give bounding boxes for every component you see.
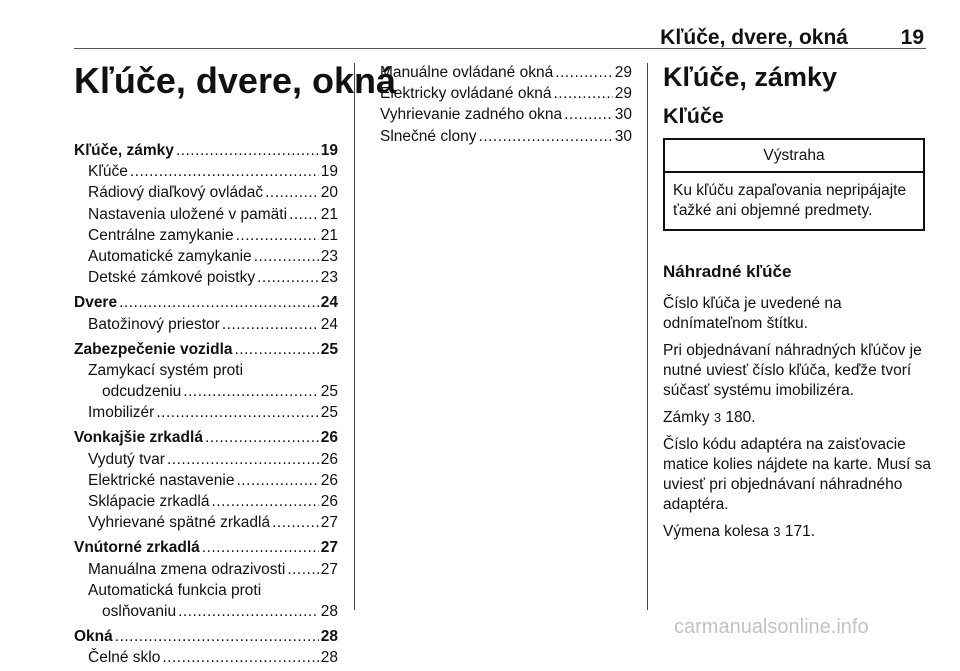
toc-entry-label: Zamykací systém proti bbox=[88, 361, 244, 379]
spare-keys-heading: Náhradné kľúče bbox=[663, 262, 792, 281]
toc-entry[interactable] bbox=[74, 514, 338, 535]
toc-entry-page: 29 bbox=[614, 85, 632, 103]
toc-leader-dots bbox=[236, 227, 319, 245]
section-body bbox=[663, 294, 933, 549]
toc-entry[interactable] bbox=[74, 341, 338, 362]
toc-entry-page: 30 bbox=[614, 127, 632, 145]
table-of-contents bbox=[74, 142, 338, 671]
toc-entry-label: oslňovaniu bbox=[102, 602, 177, 620]
toc-entry[interactable] bbox=[380, 128, 632, 149]
toc-entry[interactable] bbox=[380, 106, 632, 127]
toc-entry-label: Automatické zamykanie bbox=[88, 247, 252, 265]
toc-entry-label: Vyhrievané spätné zrkadlá bbox=[88, 514, 271, 532]
toc-entry-page: 24 bbox=[320, 315, 338, 333]
paragraph-wheel-ref bbox=[663, 522, 933, 542]
toc-entry-page: 25 bbox=[320, 383, 338, 401]
toc-entry[interactable] bbox=[74, 206, 338, 227]
toc-entry-page: 19 bbox=[320, 163, 338, 181]
toc-entry-label: Elektrické nastavenie bbox=[88, 471, 235, 489]
locks-page-ref[interactable]: 180. bbox=[725, 409, 756, 426]
toc-entry-page: 21 bbox=[320, 226, 338, 244]
column-divider-1 bbox=[354, 63, 355, 610]
toc-entry[interactable] bbox=[74, 227, 338, 248]
toc-entry[interactable] bbox=[380, 64, 632, 85]
paragraph-key-number: Číslo kľúča je uvedené na odnímateľnom štítku. bbox=[663, 295, 842, 332]
toc-entry-label: Vnútorné zrkadlá bbox=[74, 539, 200, 557]
toc-leader-dots bbox=[202, 539, 319, 557]
toc-entry-page: 26 bbox=[320, 493, 338, 510]
paragraph-ordering: Pri objednávaní náhradných kľúčov je nutné uviesť číslo kľúča, keďže tvorí súčasť systému imobilizéra. bbox=[663, 342, 922, 399]
toc-entry-page: 19 bbox=[320, 142, 338, 159]
toc-entry-page: 23 bbox=[320, 247, 338, 265]
toc-leader-dots bbox=[178, 603, 319, 621]
toc-leader-dots bbox=[183, 383, 318, 401]
toc-leader-dots bbox=[167, 451, 319, 469]
toc-entry[interactable] bbox=[380, 85, 632, 106]
wheel-change-label: Výmena kolesa bbox=[663, 523, 769, 540]
toc-entry[interactable] bbox=[74, 539, 338, 560]
section-title: Kľúče, zámky bbox=[663, 62, 837, 92]
toc-leader-dots bbox=[564, 106, 613, 124]
toc-entry-page: 26 bbox=[320, 429, 338, 447]
toc-entry-label: Imobilizér bbox=[88, 404, 155, 422]
toc-entry[interactable] bbox=[74, 603, 338, 624]
toc-leader-dots bbox=[162, 649, 318, 667]
toc-entry-label: Sklápacie zrkadlá bbox=[88, 493, 210, 510]
toc-entry-label: Vonkajšie zrkadlá bbox=[74, 429, 203, 447]
toc-entry-label: Manuálne ovládané okná bbox=[380, 64, 554, 81]
toc-entry-label: Automatická funkcia proti bbox=[88, 581, 262, 599]
toc-entry-page: 26 bbox=[320, 471, 338, 489]
cross-reference-icon[interactable]: 3 bbox=[773, 524, 781, 539]
toc-entry[interactable] bbox=[74, 163, 338, 184]
toc-entry-label: Nastavenia uložené v pamäti bbox=[88, 205, 288, 223]
toc-entry-page: 23 bbox=[320, 269, 338, 287]
toc-entry-page: 29 bbox=[614, 64, 632, 81]
toc-entry-label: Dvere bbox=[74, 294, 118, 312]
toc-entry-label: Vyhrievanie zadného okna bbox=[380, 106, 563, 124]
toc-entry-page: 25 bbox=[320, 340, 338, 358]
subsection-title: Kľúče bbox=[663, 104, 724, 128]
chapter-title: Kľúče, dvere, okná bbox=[74, 60, 396, 101]
toc-leader-dots bbox=[272, 514, 319, 532]
column-divider-2 bbox=[647, 63, 648, 610]
toc-leader-dots bbox=[254, 248, 319, 266]
toc-leader-dots bbox=[130, 163, 319, 181]
toc-entry[interactable] bbox=[74, 404, 338, 425]
toc-entry[interactable] bbox=[74, 649, 338, 670]
toc-leader-dots bbox=[257, 269, 319, 287]
toc-entry[interactable] bbox=[74, 316, 338, 337]
toc-leader-dots bbox=[287, 561, 318, 579]
page-number: 19 bbox=[900, 26, 924, 49]
toc-entry-page: 27 bbox=[320, 560, 338, 578]
toc-entry[interactable] bbox=[74, 383, 338, 404]
toc-entry-label: Čelné sklo bbox=[88, 649, 161, 667]
toc-leader-dots bbox=[265, 184, 319, 202]
paragraph-locks-ref bbox=[663, 408, 933, 428]
warning-heading: Výstraha bbox=[665, 140, 923, 173]
toc-leader-dots bbox=[222, 316, 319, 334]
toc-entry[interactable] bbox=[74, 294, 338, 315]
toc-leader-dots bbox=[115, 628, 319, 646]
toc-entry-label: Kľúče, zámky bbox=[74, 142, 174, 159]
toc-entry-page: 30 bbox=[614, 106, 632, 124]
toc-entry-label: Elektricky ovládané okná bbox=[380, 85, 552, 103]
toc-leader-dots bbox=[156, 404, 318, 422]
table-of-contents-continued bbox=[380, 64, 632, 149]
toc-entry-page: 28 bbox=[320, 602, 338, 620]
toc-entry-page: 20 bbox=[320, 184, 338, 202]
toc-entry-page: 28 bbox=[320, 628, 338, 646]
toc-entry-page: 25 bbox=[320, 404, 338, 422]
toc-entry-label: Batožinový priestor bbox=[88, 315, 220, 333]
toc-entry-label: Zabezpečenie vozidla bbox=[74, 340, 233, 358]
toc-entry[interactable] bbox=[74, 493, 338, 514]
toc-entry-label: Centrálne zamykanie bbox=[88, 226, 234, 244]
toc-leader-dots bbox=[205, 429, 319, 447]
toc-entry-label: Detské zámkové poistky bbox=[88, 269, 256, 287]
toc-entry[interactable] bbox=[74, 248, 338, 269]
toc-leader-dots bbox=[479, 128, 613, 146]
toc-leader-dots bbox=[176, 142, 319, 160]
toc-entry-label: Rádiový diaľkový ovládač bbox=[88, 184, 264, 202]
wheel-change-page-ref[interactable]: 171. bbox=[784, 523, 816, 540]
toc-entry[interactable] bbox=[74, 269, 338, 290]
toc-leader-dots bbox=[119, 294, 319, 312]
toc-entry-page: 24 bbox=[320, 294, 338, 312]
toc-entry-label: Kľúče bbox=[88, 163, 128, 181]
paragraph-adapter: Číslo kódu adaptéra na zaisťovacie matice kolies nájdete na karte. Musí sa uviesť pri objednávaní náhradného adaptéra. bbox=[663, 436, 931, 513]
toc-entry[interactable] bbox=[74, 142, 338, 163]
toc-entry-label: Okná bbox=[74, 628, 113, 646]
toc-entry[interactable] bbox=[74, 628, 338, 649]
running-header-title: Kľúče, dvere, okná bbox=[660, 26, 848, 49]
toc-entry-page: 27 bbox=[320, 539, 338, 557]
warning-text: Ku kľúču zapaľovania nepripájajte ťažké ani objemné predmety. bbox=[673, 182, 907, 219]
toc-entry[interactable] bbox=[74, 184, 338, 205]
toc-entry-label: Slnečné clony bbox=[380, 127, 477, 145]
toc-entry[interactable] bbox=[74, 429, 338, 450]
toc-leader-dots bbox=[289, 206, 319, 224]
toc-entry[interactable] bbox=[74, 472, 338, 493]
toc-entry-page: 26 bbox=[320, 450, 338, 468]
toc-entry[interactable] bbox=[74, 362, 338, 383]
toc-leader-dots bbox=[235, 341, 319, 359]
toc-leader-dots bbox=[211, 493, 318, 511]
toc-leader-dots bbox=[236, 472, 318, 490]
watermark: carmanualsonline.info bbox=[674, 616, 869, 638]
toc-leader-dots bbox=[553, 85, 612, 103]
toc-entry-label: Manuálna zmena odrazivosti bbox=[88, 560, 286, 578]
toc-entry-label: odcudzeniu bbox=[102, 383, 182, 401]
toc-entry-page: 21 bbox=[320, 205, 338, 223]
toc-entry[interactable] bbox=[74, 561, 338, 582]
toc-entry-page: 28 bbox=[320, 649, 338, 667]
cross-reference-icon[interactable]: 3 bbox=[713, 410, 722, 425]
toc-entry[interactable] bbox=[74, 451, 338, 472]
header-rule bbox=[74, 48, 926, 49]
warning-box bbox=[663, 138, 925, 231]
toc-entry-label: Vydutý tvar bbox=[88, 450, 165, 468]
toc-entry[interactable] bbox=[74, 582, 338, 603]
toc-entry-page: 27 bbox=[320, 514, 338, 532]
locks-label: Zámky bbox=[663, 409, 710, 426]
toc-leader-dots bbox=[555, 64, 613, 82]
